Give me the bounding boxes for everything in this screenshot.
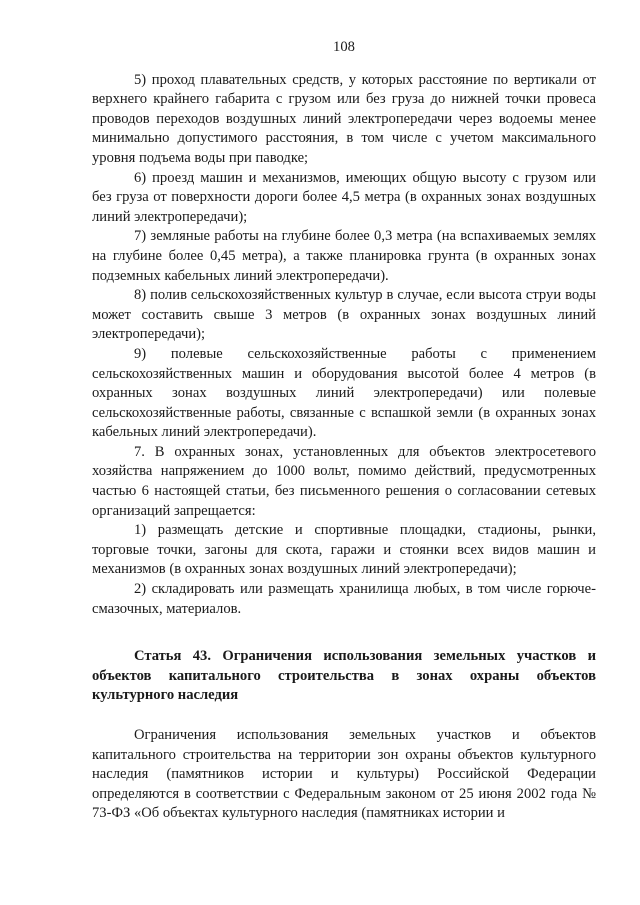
paragraph-item-9: 9) полевые сельскохозяйственные работы с применением сельскохозяйственных машин и оборудования высотой более 4 метров (в охранных зонах воздушных линий электропередачи) или полевые сельскохозяйственные работы, связанные с вспашкой земли (в охранных зонах кабельных линий электропередачи). <box>92 345 596 441</box>
article-heading: Статья 43. Ограничения использования земельных участков и объектов капитального строительства в зонах охраны объектов культурного наследия <box>92 648 596 704</box>
section-spacer <box>92 619 596 647</box>
heading-spacer <box>92 706 596 726</box>
paragraph-subitem-1: 1) размещать детские и спортивные площадки, стадионы, рынки, торговые точки, загоны для скота, гаражи и стоянки всех видов машин и механизмов (в охранных зонах воздушных линий электропередачи); <box>92 522 596 578</box>
paragraph-item-6: 6) проезд машин и механизмов, имеющих общую высоту с грузом или без груза от поверхности дороги более 4,5 метра (в охранных зонах воздушных линий электропередачи); <box>92 169 596 225</box>
paragraph-item-8: 8) полив сельскохозяйственных культур в случае, если высота струи воды может составить свыше 3 метров (в охранных зонах воздушных линий электропередачи); <box>92 287 596 343</box>
paragraph-item-5: 5) проход плавательных средств, у которых расстояние по вертикали от верхнего крайнего габарита с грузом или без груза до нижней точки провеса проводов переходов воздушных линий электропередачи через водоемы менее минимально допустимого расстояния, в том числе с учетом максимального уровня подъема воды при паводке; <box>92 71 596 166</box>
paragraph-subitem-2: 2) складировать или размещать хранилища любых, в том числе горюче-смазочных, материалов. <box>92 581 596 617</box>
paragraph-clause-7: 7. В охранных зонах, установленных для объектов электросетевого хозяйства напряжением до 1000 вольт, помимо действий, предусмотренных частью 6 настоящей статьи, без письменного решения о согласовании сетевых организаций запрещается: <box>92 443 596 519</box>
page-number: 108 <box>333 39 355 55</box>
paragraph-item-7: 7) земляные работы на глубине более 0,3 метра (на вспахиваемых землях на глубине более 0,45 метра), а также планировка грунта (в охранных зонах подземных кабельных линий электропередачи). <box>92 228 596 284</box>
paragraph-article-body: Ограничения использования земельных участков и объектов капитального строительства на территории зон охраны объектов культурного наследия (памятников истории и культуры) Российской Федерации определяются в соответствии с Федеральным законом от 25 июня 2002 года № 73-ФЗ «Об объектах культурного наследия (памятниках истории и <box>92 727 596 822</box>
